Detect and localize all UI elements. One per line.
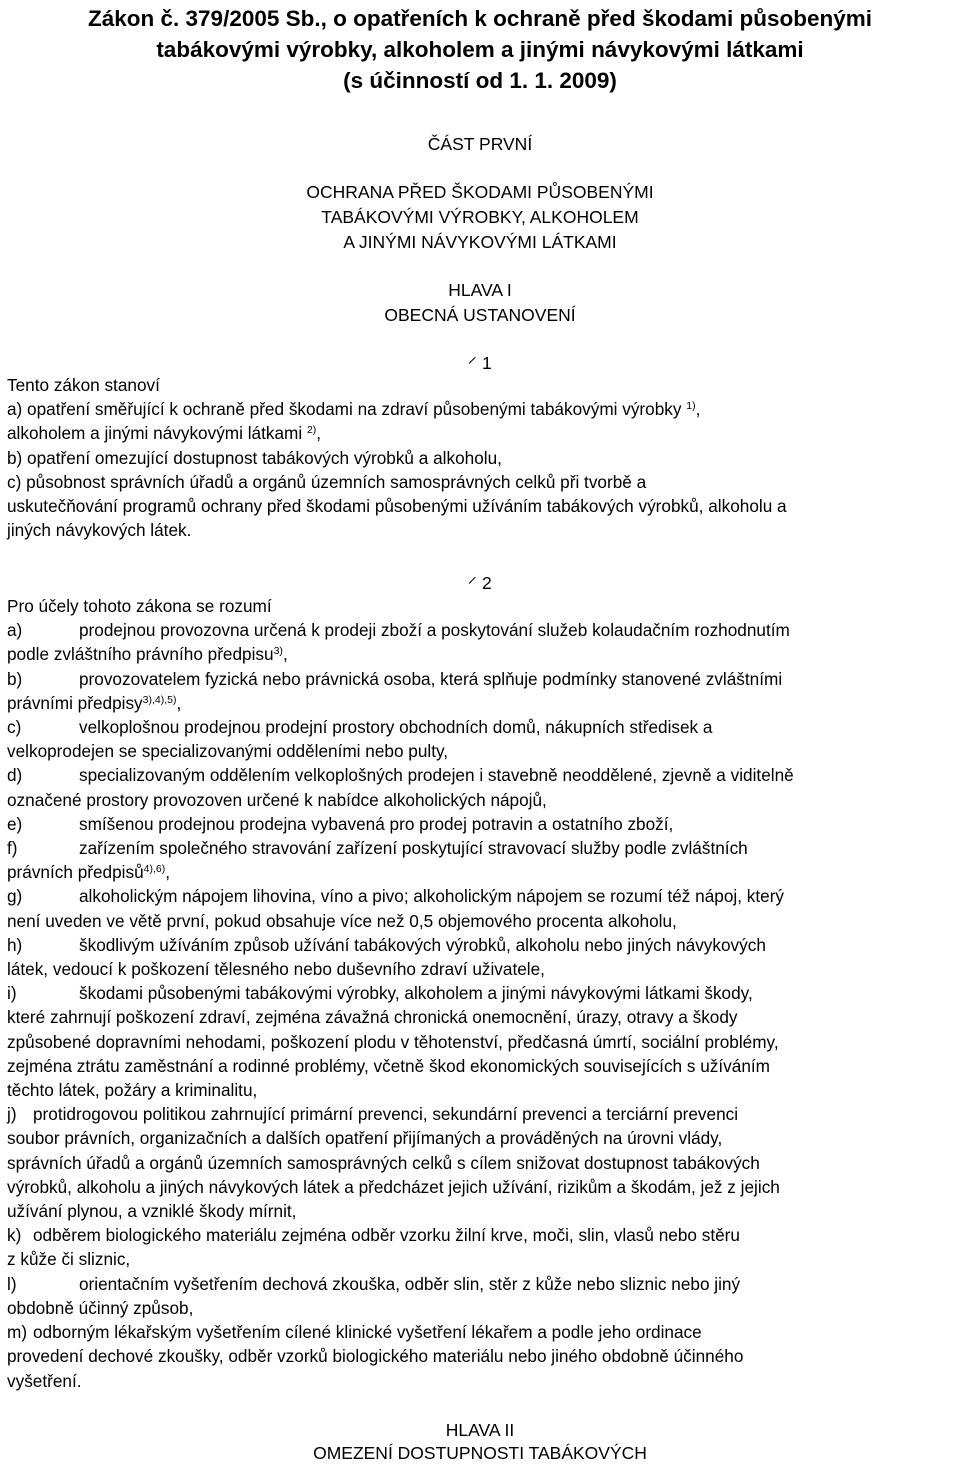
definition-i: i) škodami působenými tabákovými výrobky, alkoholem a jinými návykovými látkami škody,	[7, 983, 753, 1004]
section-2-body: Pro účely tohoto zákona se rozumí a) prodejnou provozovna určená k prodeji zboží a poskytování služeb kolaudačním rozhodnutím podle zvláštního právního předpisu$^{3)}$, b) provozovatelem fyzická nebo právnická osoba, která splňuje podmínky stanovené zvláštními právními předpisy$^{3),4),5)}$, c) velkoplošnou prodejnou prodejní prostory obchodních domů, nákupních středisek a velkoprodejen se specializovanými odděleními nebo pulty, d) specializovaným oddělením velkoplošných prodejen i stavebně neoddělené, zjevně a viditelně označené prostory provozoven určené k nabídce alkoholických nápojů, e) smíšenou prodejnou prodejna vybavená pro prodej potravin a ostatního zboží, f) zařízením společného stravování zařízení poskytující stravovací služby podle zvláštních právních předpisů$^{4),6)}$, g) alkoholickým nápojem lihovina, víno a pivo; alkoholickým nápojem se rozumí též nápoj, který není uveden ve větě první, pokud obsahuje více než 0,5 objemového procenta alkoholu, h) škodlivým užíváním způsob užívání tabákových výrobků, alkoholu nebo jiných návykových látek, vedoucí k poškození tělesného nebo duševního zdraví uživatele, i) škodami působenými tabákovými výrobky, alkoholem a jinými návykovými látkami škody, které zahrnují poškození zdraví, zejména závažná chronická onemocnění, úrazy, otravy a škody způsobené dopravními nehodami, poškození plodu v těhotenství, předčasná úmrtí, sociální problémy, zejména ztrátu zaměstnání a rodinné problémy, včetně škod ekonomických souvisejících s užíváním těchto látek, požáry a kriminalitu, j) protidrogovou politikou zahrnující primární prevenci, sekundární prevenci a terciární prevenci soubor právních, organizačních a dalších opatření přijímaných a prováděných na úrovni vlády, správních úřadů a orgánů územních samosprávných celků s cílem snižovat dostupnost tabákových výrobků, alkoholu a jiných návykových látek a předcházet jejich užívání, rizikům a škodám, jež z jejich užívání plynou, a vzniklé škody mírnit, k) odběrem biologického materiálu zejména odběr vzorku žilní krve, moči, slin, vlasů nebo stěru z kůže či sliznic, l) orientačním vyšetřením dechová zkouška, odběr slin, stěr z kůže nebo sliznic nebo jiný obdobně účinný způsob, m) odborným lékařským vyšetřením cílené klinické vyšetření lékařem a podle jeho ordinace provedení dechové zkoušky, odběr vzorků biologického materiálu nebo jiného obdobně účinného vyšetření.	[7, 596, 794, 1391]
section-1-item-c: c) působnost správních úřadů a orgánů územních samosprávných celků při tvorbě a	[7, 471, 647, 492]
definition-l: l) orientačním vyšetřením dechová zkouška, odběr slin, stěr z kůže nebo sliznic nebo jiný	[7, 1273, 741, 1294]
part-heading-line-3: A JINÝMI NÁVYKOVÝMI LÁTKAMI	[343, 232, 617, 252]
law-title	[0, 3, 960, 96]
part-heading-line-2: TABÁKOVÝMI VÝROBKY, ALKOHOLEM	[321, 207, 639, 227]
section-1-number: 1	[482, 353, 492, 373]
definition-j: j) protidrogovou politikou zahrnující primární prevenci, sekundární prevenci a terciární prevenci	[7, 1104, 739, 1125]
section-1-heading	[466, 352, 492, 374]
definition-e: e) smíšenou prodejnou prodejna vybavená pro prodej potravin a ostatního zboží,	[7, 813, 674, 834]
definition-f: f) zařízením společného stravování zařízení poskytující stravovací služby podle zvláštních	[7, 838, 748, 859]
head1-label: HLAVA I	[448, 280, 512, 300]
section-1-item-b: b) opatření omezující dostupnost tabákových výrobků a alkoholu,	[7, 447, 502, 468]
definition-c: c) velkoplošnou prodejnou prodejní prostory obchodních domů, nákupních středisek a	[7, 717, 713, 738]
law-title-line-3: (s účinností od 1. 1. 2009)	[343, 68, 617, 93]
section-2-intro: Pro účely tohoto zákona se rozumí	[7, 596, 272, 616]
definition-b: b) provozovatelem fyzická nebo právnická osoba, která splňuje podmínky stanovené zvláštními	[7, 668, 783, 689]
law-title-line-1: Zákon č. 379/2005 Sb., o opatřeních k ochraně před škodami působenými	[88, 6, 872, 31]
part-label: ČÁST PRVNÍ	[427, 134, 533, 154]
definition-m: m) odborným lékařským vyšetřením cílené klinické vyšetření lékařem a podle jeho ordinace	[7, 1322, 702, 1343]
section-1-intro: Tento zákon stanoví	[7, 375, 160, 395]
definition-g: g) alkoholickým nápojem lihovina, víno a pivo; alkoholickým nápojem se rozumí též nápoj, který	[7, 886, 785, 907]
definition-a: a) prodejnou provozovna určená k prodeji zboží a poskytování služeb kolaudačním rozhodnutím	[7, 620, 790, 641]
section-1-item-a: a) opatření směřující k ochraně před škodami na zdraví působenými tabákovými výrobky $^{1)}$,	[7, 399, 701, 420]
definition-h: h) škodlivým užíváním způsob užívání tabákových výrobků, alkoholu nebo jiných návykových	[7, 934, 766, 955]
head2-title: OMEZENÍ DOSTUPNOSTI TABÁKOVÝCH	[313, 1443, 647, 1463]
part-heading-line-1: OCHRANA PŘED ŠKODAMI PŮSOBENÝMI	[306, 182, 654, 202]
section-2-number: 2	[482, 573, 492, 593]
head1-title: OBECNÁ USTANOVENÍ	[384, 305, 576, 325]
law-title-line-2: tabákovými výrobky, alkoholem a jinými návykovými látkami	[156, 37, 804, 62]
definition-k: k) odběrem biologického materiálu zejména odběr vzorku žilní krve, moči, slin, vlasů nebo stěru	[7, 1225, 740, 1246]
head2-label: HLAVA II	[445, 1420, 515, 1440]
definition-d: d) specializovaným oddělením velkoplošných prodejen i stavebně neoddělené, zjevně a viditelně	[7, 765, 794, 786]
section-1-body: Tento zákon stanoví a) opatření směřující k ochraně před škodami na zdraví působenými tabákovými výrobky $^{1)}$, alkoholem a jinými návykovými látkami $^{2)}$, b) opatření omezující dostupnost tabákových výrobků a alkoholu, c) působnost správních úřadů a orgánů územních samosprávných celků při tvorbě a uskutečňování programů ochrany před škodami působenými užíváním tabákových výrobků, alkoholu a jiných návykových látek.	[7, 375, 787, 541]
section-2-heading	[466, 572, 492, 594]
